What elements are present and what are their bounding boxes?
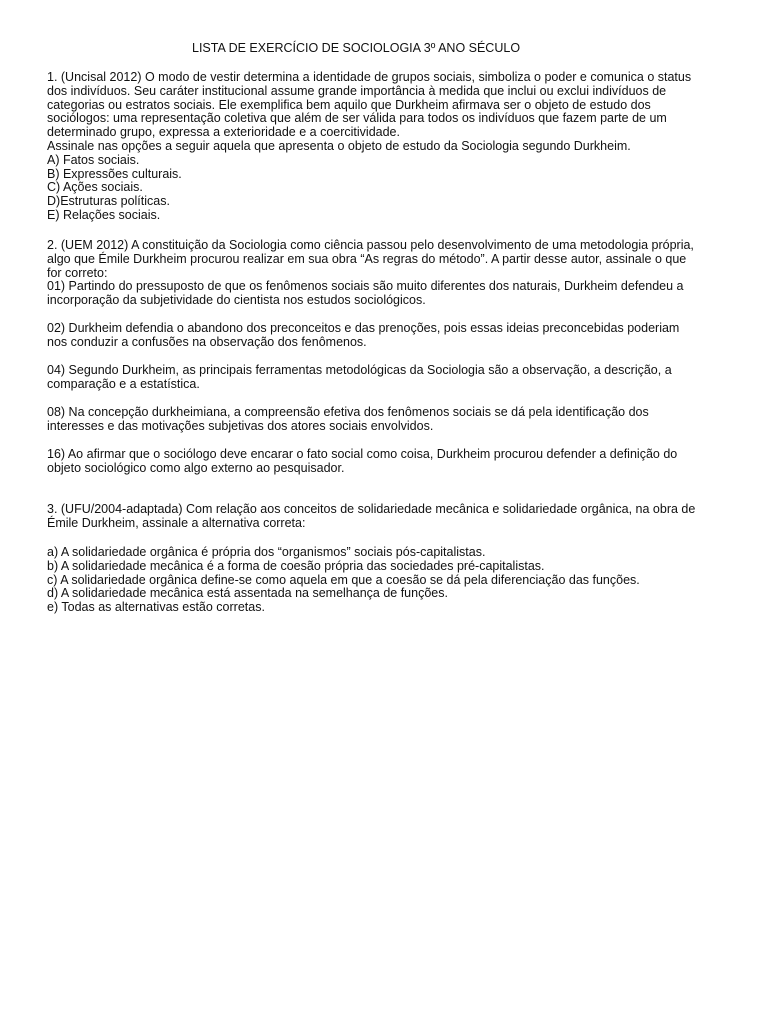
question-2-line: 2. (UEM 2012) A constituição da Sociologia como ciência passou pelo desenvolvimento de uma metodologia própria,	[47, 238, 694, 252]
option-line: 08) Na concepção durkheimiana, a compreensão efetiva dos fenômenos sociais se dá pela identificação dos	[47, 405, 649, 419]
question-2-option-01: 01) Partindo do pressuposto de que os fenômenos sociais são muito diferentes dos naturais, Durkheim defendeu a	[47, 279, 684, 294]
question-3-option-e: e) Todas as alternativas estão corretas.	[47, 600, 265, 615]
question-3-option-a: a) A solidariedade orgânica é própria dos “organismos” sociais pós-capitalistas.	[47, 545, 486, 559]
option-line: objeto sociológico como algo externo ao pesquisador.	[47, 460, 345, 475]
question-1-option-d: D)Estruturas políticas.	[47, 194, 170, 209]
question-2-option-16	[47, 448, 727, 476]
question-2-option-02	[47, 322, 727, 350]
document-title: LISTA DE EXERCÍCIO DE SOCIOLOGIA 3º ANO SÉCULO	[192, 41, 521, 55]
option-line: nos conduzir a confusões na observação dos fenômenos.	[47, 334, 367, 349]
question-3-option-d: d) A solidariedade mecânica está assentada na semelhança de funções.	[47, 586, 448, 601]
question-2-option-01: incorporação da subjetividade do cientista nos estudos sociológicos.	[47, 293, 426, 308]
question-1-option-b: B) Expressões culturais.	[47, 166, 182, 181]
question-2-line: algo que Émile Durkheim procurou realizar em sua obra “As regras do método”. A partir desse autor, assinale o que	[47, 251, 687, 266]
option-line: interesses e das motivações subjetivas dos atores sociais envolvidos.	[47, 418, 434, 433]
question-1-line: sociólogos: uma representação coletiva que além de ser válida para todos os indivíduos que fazem parte de um	[47, 111, 667, 126]
question-1-line: categorias ou estratos sociais. Ele exemplifica bem aquilo que Durkheim afirmava ser o objeto de estudo dos	[47, 97, 651, 112]
question-1-line: dos indivíduos. Seu caráter institucional assume grande importância à medida que inclui ou exclui indivíduos de	[47, 83, 667, 98]
question-3-intro	[47, 503, 727, 531]
question-1-line: determinado grupo, expressa a exterioridade e a coercitividade.	[47, 125, 400, 140]
question-1-option-c: C) Ações sociais.	[47, 180, 143, 195]
question-3-option-b: b) A solidariedade mecânica é a forma de coesão própria das sociedades pré-capitalistas.	[47, 558, 545, 573]
question-3-options	[47, 546, 727, 615]
question-2-option-08	[47, 406, 727, 434]
question-2-intro	[47, 239, 727, 308]
option-line: 16) Ao afirmar que o sociólogo deve encarar o fato social como coisa, Durkheim procurou defender a definição do	[47, 447, 678, 461]
question-3-option-c: c) A solidariedade orgânica define-se como aquela em que a coesão se dá pela diferenciação das funções.	[47, 572, 640, 587]
option-line: comparação e a estatística.	[47, 376, 200, 391]
question-3-line: 3. (UFU/2004-adaptada) Com relação aos conceitos de solidariedade mecânica e solidariedade orgânica, na obra de	[47, 502, 696, 516]
question-1-line: 1. (Uncisal 2012) O modo de vestir determina a identidade de grupos sociais, simboliza o poder e comunica o status	[47, 70, 692, 84]
question-2-line: for correto:	[47, 265, 108, 280]
question-1-option-a: A) Fatos sociais.	[47, 152, 140, 167]
question-3-line: Émile Durkheim, assinale a alternativa correta:	[47, 515, 306, 530]
question-1	[47, 71, 727, 223]
question-1-prompt: Assinale nas opções a seguir aquela que apresenta o objeto de estudo da Sociologia segundo Durkheim.	[47, 138, 631, 153]
question-1-option-e: E) Relações sociais.	[47, 207, 161, 222]
option-line: 04) Segundo Durkheim, as principais ferramentas metodológicas da Sociologia são a observação, a descrição, a	[47, 363, 672, 377]
question-2-option-04	[47, 364, 727, 392]
option-line: 02) Durkheim defendia o abandono dos preconceitos e das prenoções, pois essas ideias preconcebidas poderiam	[47, 321, 680, 335]
